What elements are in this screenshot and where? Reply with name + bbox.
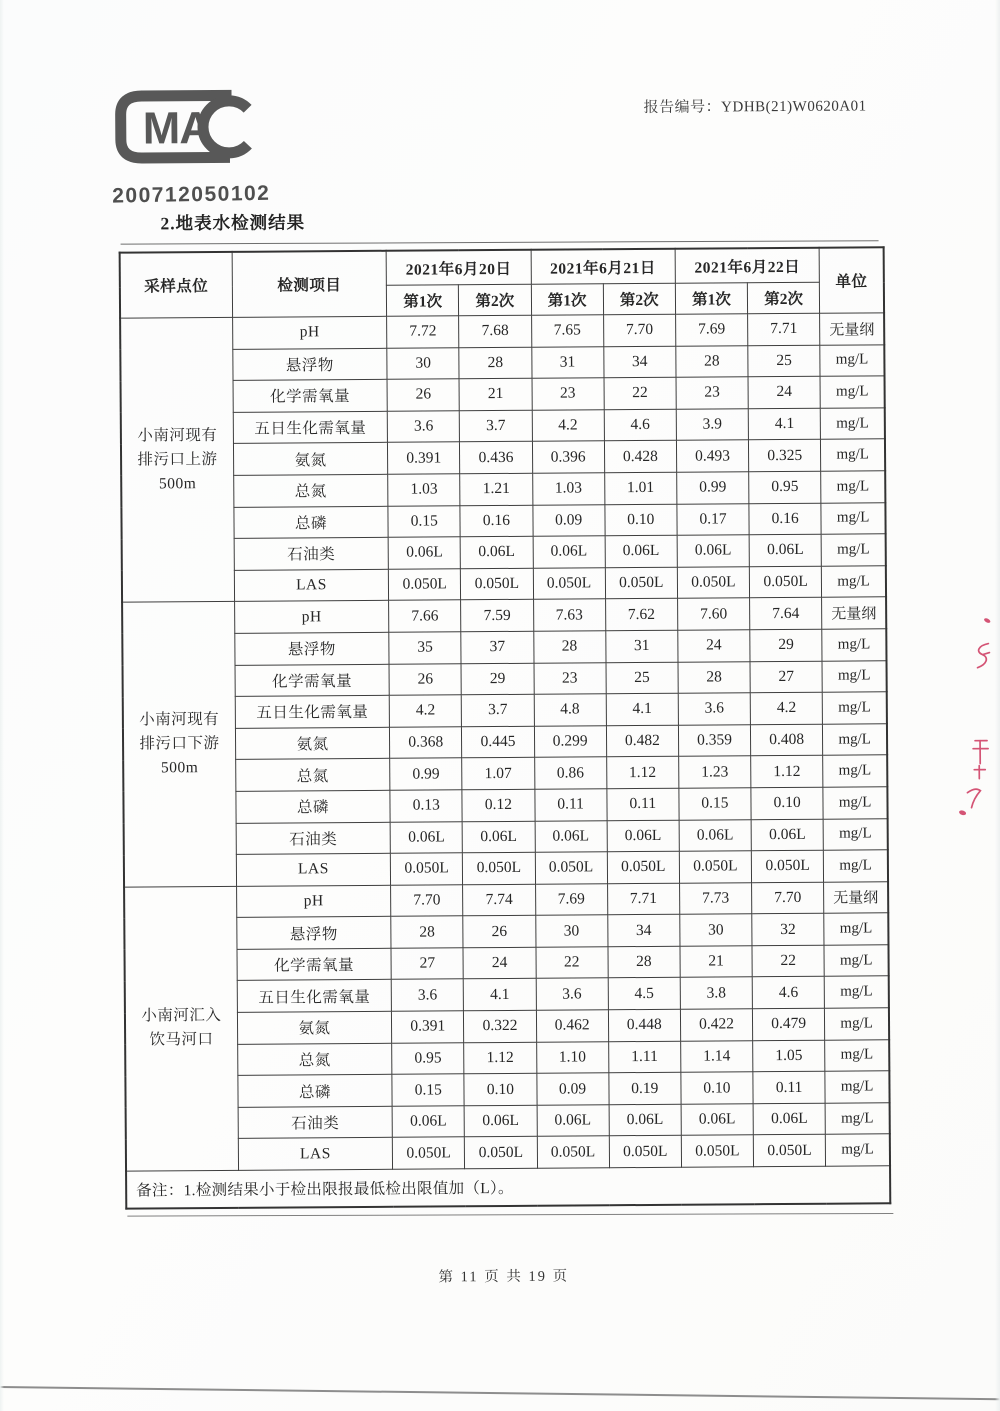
result-value-cell: 0.10 (751, 787, 823, 819)
result-value-cell: 7.59 (461, 600, 533, 632)
table-row (125, 1008, 889, 1045)
table-row (125, 976, 889, 1013)
result-value-cell: 0.422 (680, 1009, 752, 1041)
result-value-cell: 0.86 (534, 757, 606, 789)
unit-cell: mg/L (824, 945, 888, 977)
result-value-cell: 28 (608, 946, 680, 978)
result-value-cell: 1.12 (464, 1042, 536, 1074)
unit-cell: mg/L (821, 534, 885, 566)
test-item-cell: 氨氮 (233, 443, 388, 476)
result-value-cell: 0.17 (677, 503, 749, 535)
col-header-run-2: 第2次 (747, 282, 819, 314)
result-value-cell: 7.71 (748, 313, 820, 345)
result-value-cell: 0.06L (535, 820, 607, 852)
result-value-cell: 0.99 (677, 472, 749, 504)
col-header-run-2: 第2次 (459, 284, 531, 316)
unit-cell: mg/L (820, 344, 884, 376)
result-value-cell: 7.70 (603, 314, 675, 346)
result-value-cell: 0.050L (537, 1136, 609, 1168)
cma-accreditation-block (111, 86, 282, 208)
test-item-cell: 化学需氧量 (233, 379, 388, 412)
result-value-cell: 0.06L (390, 821, 462, 853)
unit-cell: mg/L (826, 1134, 890, 1166)
test-item-cell: 五日生化需氧量 (235, 695, 390, 728)
unit-cell: mg/L (822, 629, 886, 661)
result-value-cell: 0.12 (462, 789, 534, 821)
result-value-cell: 28 (533, 631, 605, 663)
result-value-cell: 7.66 (389, 600, 461, 632)
result-value-cell: 0.06L (460, 536, 532, 568)
result-value-cell: 7.63 (533, 599, 605, 631)
table-row (124, 850, 888, 887)
cma-cert-number: 200712050102 (112, 181, 271, 208)
result-value-cell: 7.70 (391, 884, 463, 916)
result-value-cell: 31 (531, 346, 603, 378)
result-value-cell: 0.11 (753, 1071, 825, 1103)
result-value-cell: 0.06L (464, 1105, 536, 1137)
result-value-cell: 0.482 (606, 725, 678, 757)
result-value-cell: 0.050L (463, 852, 535, 884)
col-header-run-2: 第2次 (603, 283, 675, 315)
unit-cell: mg/L (820, 376, 884, 408)
test-item-cell: 总氮 (235, 759, 390, 792)
result-value-cell: 35 (389, 632, 461, 664)
result-value-cell: 0.11 (607, 788, 679, 820)
table-row (120, 344, 884, 381)
test-item-cell: 氨氮 (235, 727, 390, 760)
result-value-cell: 0.19 (609, 1072, 681, 1104)
result-value-cell: 0.050L (535, 852, 607, 884)
test-item-cell: 总氮 (237, 1043, 392, 1076)
result-value-cell: 25 (748, 345, 820, 377)
result-value-cell: 1.12 (751, 756, 823, 788)
result-value-cell: 0.050L (392, 1137, 464, 1169)
col-header-sampling-point: 采样点位 (120, 252, 233, 318)
sampling-point-cell: 小南河现有排污口下游500m (122, 602, 236, 887)
col-header-test-item: 检测项目 (232, 251, 387, 318)
result-value-cell: 0.13 (390, 790, 462, 822)
result-value-cell: 28 (459, 347, 531, 379)
table-row (123, 755, 887, 792)
result-value-cell: 37 (461, 631, 533, 663)
result-value-cell: 4.2 (750, 692, 822, 724)
result-value-cell: 0.299 (534, 725, 606, 757)
result-value-cell: 0.10 (464, 1074, 536, 1106)
result-value-cell: 27 (750, 661, 822, 693)
result-value-cell: 28 (676, 345, 748, 377)
unit-cell: mg/L (822, 692, 886, 724)
result-value-cell: 0.06L (388, 537, 460, 569)
result-value-cell: 0.06L (679, 819, 751, 851)
result-value-cell: 7.65 (531, 315, 603, 347)
result-value-cell: 4.8 (534, 694, 606, 726)
unit-cell: mg/L (823, 724, 887, 756)
unit-cell: mg/L (823, 755, 887, 787)
result-value-cell: 0.06L (749, 534, 821, 566)
result-value-cell: 1.14 (681, 1040, 753, 1072)
unit-cell: mg/L (821, 471, 885, 503)
result-value-cell: 0.06L (392, 1106, 464, 1138)
table-row (125, 1039, 889, 1076)
unit-cell: 无量纲 (824, 881, 888, 913)
result-value-cell: 7.62 (605, 599, 677, 631)
result-value-cell: 22 (536, 947, 608, 979)
result-value-cell: 0.359 (678, 724, 750, 756)
result-value-cell: 0.408 (751, 724, 823, 756)
scan-double-rule-top (121, 240, 879, 245)
result-value-cell: 0.050L (609, 1136, 681, 1168)
result-value-cell: 0.95 (749, 471, 821, 503)
result-value-cell: 4.6 (752, 977, 824, 1009)
result-value-cell: 24 (678, 630, 750, 662)
sampling-point-cell: 小南河现有排污口上游500m (120, 317, 234, 602)
result-value-cell: 0.391 (392, 1011, 464, 1043)
test-item-cell: 总磷 (238, 1075, 393, 1108)
section-title: 2.地表水检测结果 (160, 212, 306, 234)
result-value-cell: 0.10 (681, 1072, 753, 1104)
result-value-cell: 0.15 (388, 505, 460, 537)
table-row (120, 313, 884, 350)
result-value-cell: 7.60 (677, 598, 749, 630)
test-item-cell: 氨氮 (237, 1011, 392, 1044)
result-value-cell: 28 (391, 916, 463, 948)
result-value-cell: 0.050L (605, 567, 677, 599)
result-value-cell: 1.01 (604, 472, 676, 504)
result-value-cell: 4.1 (464, 979, 536, 1011)
result-value-cell: 0.050L (391, 853, 463, 885)
table-row (122, 566, 886, 603)
result-value-cell: 0.493 (676, 440, 748, 472)
test-item-cell: pH (236, 885, 391, 918)
result-value-cell: 7.74 (463, 884, 535, 916)
result-value-cell: 1.10 (536, 1041, 608, 1073)
result-value-cell: 0.09 (532, 504, 604, 536)
result-value-cell: 24 (748, 376, 820, 408)
result-value-cell: 0.16 (749, 503, 821, 535)
result-value-cell: 21 (459, 378, 531, 410)
unit-cell: mg/L (824, 976, 888, 1008)
col-header-date-1: 2021年6月20日 (386, 250, 531, 286)
col-header-run-1: 第1次 (531, 284, 603, 316)
cma-logo-icon (111, 86, 264, 177)
scan-edge-left (0, 0, 4, 1411)
test-item-cell: 石油类 (238, 1106, 393, 1139)
result-value-cell: 0.428 (604, 441, 676, 473)
remark-note: 备注：1.检测结果小于检出限报最低检出限值加（L）。 (126, 1166, 890, 1209)
table-row (121, 408, 885, 445)
result-value-cell: 0.06L (605, 535, 677, 567)
result-value-cell: 4.6 (604, 409, 676, 441)
result-value-cell: 34 (607, 915, 679, 947)
table-row (121, 439, 885, 476)
unit-cell: mg/L (821, 502, 885, 534)
table-row (121, 471, 885, 508)
unit-cell: mg/L (825, 1103, 889, 1135)
table-row (123, 787, 887, 824)
test-item-cell: 石油类 (234, 537, 389, 570)
result-value-cell: 23 (532, 378, 604, 410)
test-item-cell: 五日生化需氧量 (233, 411, 388, 444)
result-value-cell: 7.68 (459, 315, 531, 347)
result-value-cell: 3.7 (462, 694, 534, 726)
result-value-cell: 4.5 (608, 978, 680, 1010)
cma-logo-text: MA (142, 102, 211, 154)
test-item-cell: pH (232, 316, 387, 349)
table-row (122, 597, 886, 634)
result-value-cell: 21 (680, 946, 752, 978)
scan-edge-right (995, 0, 1000, 1411)
result-value-cell: 7.72 (387, 316, 459, 348)
result-value-cell: 0.391 (388, 442, 460, 474)
unit-cell: 无量纲 (820, 313, 884, 345)
result-value-cell: 0.050L (751, 850, 823, 882)
result-value-cell: 0.050L (389, 569, 461, 601)
result-value-cell: 0.322 (464, 1010, 536, 1042)
result-value-cell: 0.06L (537, 1105, 609, 1137)
test-item-cell: 悬浮物 (235, 632, 390, 665)
result-value-cell: 0.396 (532, 441, 604, 473)
result-value-cell: 1.23 (679, 756, 751, 788)
result-value-cell: 26 (389, 663, 461, 695)
result-value-cell: 1.21 (460, 473, 532, 505)
unit-cell: mg/L (821, 439, 885, 471)
table-row (126, 1103, 890, 1140)
table-row (124, 913, 888, 950)
result-value-cell: 0.368 (390, 726, 462, 758)
col-header-run-1: 第1次 (675, 283, 747, 315)
result-value-cell: 1.05 (753, 1040, 825, 1072)
test-item-cell: pH (234, 601, 389, 634)
result-value-cell: 0.15 (392, 1074, 464, 1106)
table-row (124, 881, 888, 918)
result-value-cell: 0.050L (749, 566, 821, 598)
result-value-cell: 34 (604, 346, 676, 378)
test-item-cell: 化学需氧量 (237, 948, 392, 981)
unit-cell: mg/L (820, 408, 884, 440)
test-item-cell: 悬浮物 (237, 917, 392, 950)
result-value-cell: 0.10 (605, 504, 677, 536)
report-number-line (644, 94, 867, 117)
result-value-cell: 30 (387, 347, 459, 379)
result-value-cell: 30 (680, 914, 752, 946)
result-value-cell: 3.6 (387, 411, 459, 443)
test-item-cell: 五日生化需氧量 (237, 980, 392, 1013)
result-value-cell: 29 (750, 629, 822, 661)
result-value-cell: 1.07 (462, 758, 534, 790)
result-value-cell: 25 (606, 662, 678, 694)
result-value-cell: 26 (387, 379, 459, 411)
result-value-cell: 22 (604, 377, 676, 409)
unit-cell: mg/L (825, 1071, 889, 1103)
result-value-cell: 0.11 (534, 789, 606, 821)
unit-cell: 无量纲 (822, 597, 886, 629)
result-value-cell: 4.1 (748, 408, 820, 440)
result-value-cell: 26 (463, 916, 535, 948)
unit-cell: mg/L (822, 660, 886, 692)
sampling-point-cell: 小南河汇入饮马河口 (124, 886, 238, 1171)
result-value-cell: 0.99 (390, 758, 462, 790)
pen-mark-icon (957, 607, 1000, 687)
result-value-cell: 7.69 (675, 314, 747, 346)
test-item-cell: 总氮 (233, 474, 388, 507)
results-table-wrap (119, 246, 892, 1209)
result-value-cell: 0.436 (460, 442, 532, 474)
table-row (125, 945, 889, 982)
test-item-cell: 悬浮物 (233, 348, 388, 381)
result-value-cell: 0.06L (677, 535, 749, 567)
result-value-cell: 24 (463, 947, 535, 979)
table-body (120, 313, 890, 1171)
result-value-cell: 7.71 (607, 883, 679, 915)
result-value-cell: 3.6 (391, 979, 463, 1011)
result-value-cell: 4.1 (606, 693, 678, 725)
result-value-cell: 23 (676, 377, 748, 409)
result-value-cell: 1.11 (608, 1041, 680, 1073)
test-item-cell: LAS (238, 1138, 393, 1171)
result-value-cell: 0.06L (533, 536, 605, 568)
pen-mark-icon (950, 733, 997, 821)
col-header-run-1: 第1次 (387, 285, 459, 317)
table-row (126, 1134, 890, 1171)
table-footer (126, 1166, 890, 1209)
table-row (125, 1071, 889, 1108)
table-row (122, 534, 886, 571)
table-row (123, 692, 887, 729)
result-value-cell: 0.325 (749, 440, 821, 472)
test-item-cell: LAS (234, 569, 389, 602)
result-value-cell: 1.12 (606, 757, 678, 789)
result-value-cell: 4.2 (532, 410, 604, 442)
col-header-date-3: 2021年6月22日 (675, 248, 820, 284)
result-value-cell: 7.73 (679, 882, 751, 914)
result-value-cell: 3.7 (460, 410, 532, 442)
result-value-cell: 0.050L (677, 567, 749, 599)
result-value-cell: 0.050L (465, 1137, 537, 1169)
result-value-cell: 0.06L (751, 819, 823, 851)
test-item-cell: 石油类 (236, 822, 391, 855)
test-item-cell: 化学需氧量 (235, 664, 390, 697)
scan-double-rule-bottom (127, 1213, 893, 1217)
result-value-cell: 0.050L (533, 568, 605, 600)
result-value-cell: 27 (391, 948, 463, 980)
result-value-cell: 7.70 (752, 882, 824, 914)
result-value-cell: 0.06L (607, 820, 679, 852)
result-value-cell: 0.06L (681, 1104, 753, 1136)
result-value-cell: 7.64 (750, 598, 822, 630)
result-value-cell: 22 (752, 945, 824, 977)
unit-cell: mg/L (823, 818, 887, 850)
result-value-cell: 0.050L (681, 1135, 753, 1167)
unit-cell: mg/L (824, 913, 888, 945)
test-item-cell: LAS (236, 853, 391, 886)
result-value-cell: 7.69 (535, 883, 607, 915)
test-item-cell: 总磷 (236, 790, 391, 823)
table-header (120, 247, 884, 318)
result-value-cell: 0.06L (462, 821, 534, 853)
result-value-cell: 30 (535, 915, 607, 947)
result-value-cell: 3.8 (680, 977, 752, 1009)
table-row (121, 502, 885, 539)
result-value-cell: 0.445 (462, 726, 534, 758)
result-value-cell: 0.16 (460, 505, 532, 537)
result-value-cell: 28 (678, 661, 750, 693)
result-value-cell: 0.050L (679, 851, 751, 883)
unit-cell: mg/L (824, 850, 888, 882)
result-value-cell: 3.6 (678, 693, 750, 725)
report-number-label: 报告编号： (643, 99, 722, 116)
result-value-cell: 32 (752, 914, 824, 946)
result-value-cell: 0.448 (608, 1009, 680, 1041)
result-value-cell: 0.95 (392, 1042, 464, 1074)
result-value-cell: 3.6 (536, 978, 608, 1010)
result-value-cell: 0.15 (679, 788, 751, 820)
unit-cell: mg/L (825, 1008, 889, 1040)
unit-cell: mg/L (825, 1039, 889, 1071)
result-value-cell: 0.050L (461, 568, 533, 600)
page-number: 第 11 页 共 19 页 (438, 1268, 570, 1286)
test-item-cell: 总磷 (234, 506, 389, 539)
surface-water-results-table (119, 246, 892, 1209)
report-number-value: YDHB(21)W0620A01 (721, 98, 867, 116)
col-header-date-2: 2021年6月21日 (531, 249, 676, 285)
result-value-cell: 0.09 (536, 1073, 608, 1105)
result-value-cell: 0.050L (607, 851, 679, 883)
result-value-cell: 4.2 (389, 695, 461, 727)
unit-cell: mg/L (823, 787, 887, 819)
result-value-cell: 1.03 (388, 474, 460, 506)
result-value-cell: 0.479 (752, 1008, 824, 1040)
result-value-cell: 0.462 (536, 1010, 608, 1042)
result-value-cell: 0.050L (753, 1135, 825, 1167)
result-value-cell: 23 (534, 662, 606, 694)
result-value-cell: 31 (605, 630, 677, 662)
unit-cell: mg/L (822, 566, 886, 598)
result-value-cell: 1.03 (532, 473, 604, 505)
result-value-cell: 0.06L (753, 1103, 825, 1135)
col-header-unit: 单位 (819, 247, 884, 313)
result-value-cell: 0.06L (609, 1104, 681, 1136)
result-value-cell: 29 (461, 663, 533, 695)
table-row (124, 818, 888, 855)
result-value-cell: 3.9 (676, 409, 748, 441)
table-row (121, 376, 885, 413)
table-row (123, 724, 887, 761)
